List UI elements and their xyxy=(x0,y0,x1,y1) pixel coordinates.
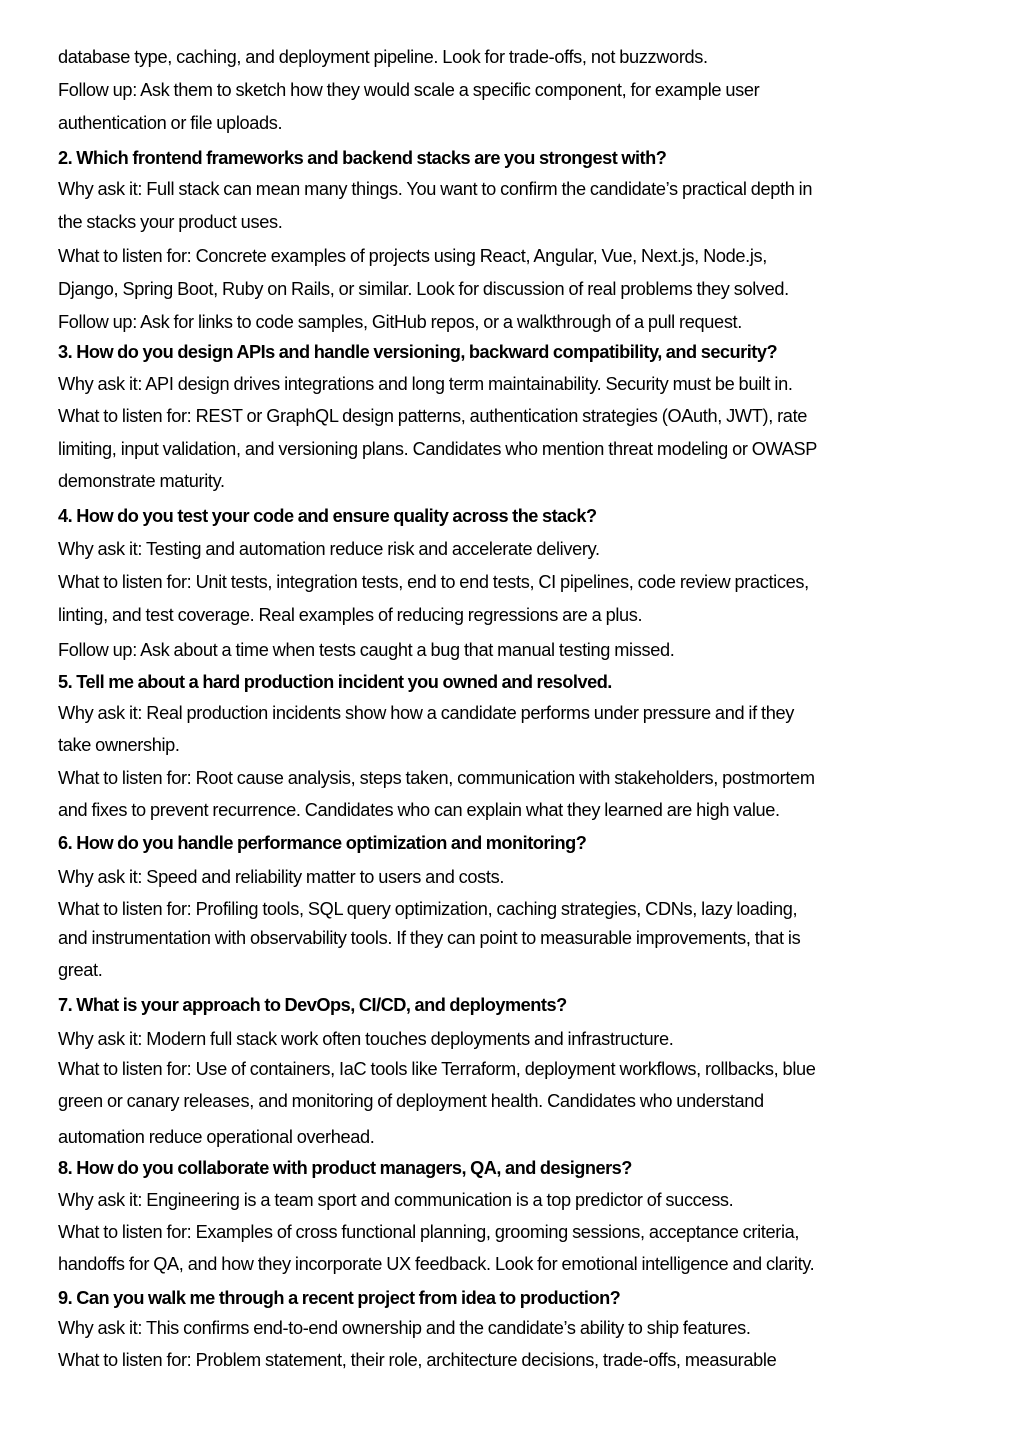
body-text-line: Why ask it: API design drives integrations and long term maintainability. Security must be built in. xyxy=(58,374,793,394)
body-text-line: database type, caching, and deployment pipeline. Look for trade-offs, not buzzwords. xyxy=(58,47,708,67)
body-text-line: What to listen for: Root cause analysis, steps taken, communication with stakeholders, postmortem xyxy=(58,768,815,788)
question-heading: 2. Which frontend frameworks and backend stacks are you strongest with? xyxy=(58,148,667,168)
question-heading: 3. How do you design APIs and handle versioning, backward compatibility, and security? xyxy=(58,342,778,362)
body-text-line: Follow up: Ask for links to code samples, GitHub repos, or a walkthrough of a pull request. xyxy=(58,312,742,332)
question-heading: 6. How do you handle performance optimization and monitoring? xyxy=(58,833,587,853)
body-text-line: great. xyxy=(58,960,103,980)
question-heading: 4. How do you test your code and ensure quality across the stack? xyxy=(58,506,597,526)
question-heading: 9. Can you walk me through a recent project from idea to production? xyxy=(58,1288,621,1308)
body-text-line: and instrumentation with observability tools. If they can point to measurable improvements, that is xyxy=(58,928,801,948)
body-text-line: Why ask it: Engineering is a team sport and communication is a top predictor of success. xyxy=(58,1190,734,1210)
body-text-line: What to listen for: Concrete examples of projects using React, Angular, Vue, Next.js, Node.js, xyxy=(58,246,768,266)
body-text-line: linting, and test coverage. Real examples of reducing regressions are a plus. xyxy=(58,605,643,625)
body-text-line: automation reduce operational overhead. xyxy=(58,1127,375,1147)
body-text-line: What to listen for: REST or GraphQL design patterns, authentication strategies (OAuth, JWT), rate xyxy=(58,406,808,426)
question-heading: 8. How do you collaborate with product managers, QA, and designers? xyxy=(58,1158,632,1178)
body-text-line: What to listen for: Unit tests, integration tests, end to end tests, CI pipelines, code review practices, xyxy=(58,572,809,592)
body-text-line: What to listen for: Examples of cross functional planning, grooming sessions, acceptance criteria, xyxy=(58,1222,800,1242)
body-text-line: Why ask it: Modern full stack work often touches deployments and infrastructure. xyxy=(58,1029,674,1049)
body-text-line: demonstrate maturity. xyxy=(58,471,225,491)
body-text-line: take ownership. xyxy=(58,735,180,755)
body-text-line: Why ask it: Full stack can mean many things. You want to confirm the candidate’s practical depth in xyxy=(58,179,813,199)
question-heading: 5. Tell me about a hard production incident you owned and resolved. xyxy=(58,672,612,692)
body-text-line: and fixes to prevent recurrence. Candidates who can explain what they learned are high value. xyxy=(58,800,780,820)
body-text-line: Why ask it: This confirms end-to-end ownership and the candidate’s ability to ship features. xyxy=(58,1318,751,1338)
body-text-line: limiting, input validation, and versioning plans. Candidates who mention threat modeling or OWASP xyxy=(58,439,818,459)
body-text-line: Why ask it: Testing and automation reduce risk and accelerate delivery. xyxy=(58,539,600,559)
body-text-line: green or canary releases, and monitoring of deployment health. Candidates who understand xyxy=(58,1091,764,1111)
body-text-line: Follow up: Ask them to sketch how they would scale a specific component, for example user xyxy=(58,80,760,100)
body-text-line: What to listen for: Use of containers, IaC tools like Terraform, deployment workflows, rollbacks, blue xyxy=(58,1059,816,1079)
body-text-line: authentication or file uploads. xyxy=(58,113,283,133)
body-text-line: Django, Spring Boot, Ruby on Rails, or similar. Look for discussion of real problems they solved. xyxy=(58,279,789,299)
question-heading: 7. What is your approach to DevOps, CI/CD, and deployments? xyxy=(58,995,567,1015)
body-text-line: Why ask it: Real production incidents show how a candidate performs under pressure and if they xyxy=(58,703,795,723)
body-text-line: What to listen for: Profiling tools, SQL query optimization, caching strategies, CDNs, lazy loading, xyxy=(58,899,798,919)
body-text-line: Why ask it: Speed and reliability matter to users and costs. xyxy=(58,867,505,887)
body-text-line: handoffs for QA, and how they incorporate UX feedback. Look for emotional intelligence and clarity. xyxy=(58,1254,815,1274)
body-text-line: the stacks your product uses. xyxy=(58,212,283,232)
body-text-line: What to listen for: Problem statement, their role, architecture decisions, trade-offs, measurable xyxy=(58,1350,777,1370)
body-text-line: Follow up: Ask about a time when tests caught a bug that manual testing missed. xyxy=(58,640,675,660)
